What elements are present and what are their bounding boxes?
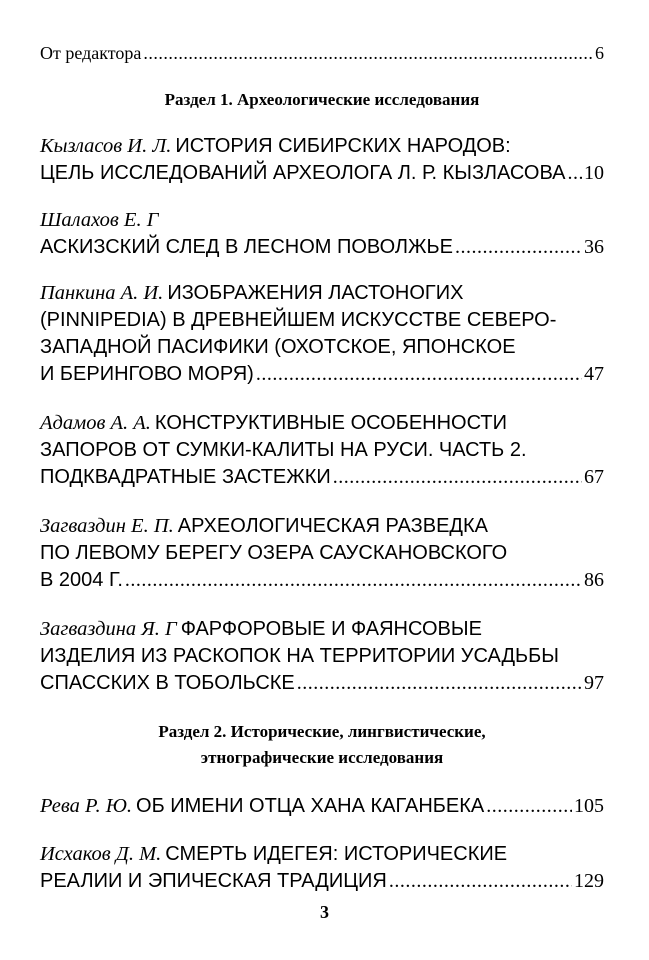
dot-leader (567, 160, 582, 187)
toc-line (40, 464, 604, 491)
toc-line (40, 513, 604, 540)
dot-leader (143, 40, 593, 67)
toc-author: Кызласов И. Л. (40, 135, 172, 157)
toc-author: Загваздин Е. П. (40, 515, 174, 537)
toc-entry-editor[interactable] (40, 40, 604, 67)
toc-page-number: 105 (574, 795, 604, 817)
toc-line (40, 160, 604, 187)
toc-title-line: ФАРФОРОВЫЕ И ФАЯНСОВЫЕ (180, 618, 482, 640)
toc-author: Загваздина Я. Г (40, 618, 177, 640)
toc-author: Шалахов Е. Г (40, 209, 159, 231)
toc-line (40, 540, 604, 567)
toc-line (40, 307, 604, 334)
dot-leader (455, 234, 582, 261)
toc-line (40, 207, 604, 234)
toc-author: Рева Р. Ю. (40, 795, 133, 817)
toc-line (40, 40, 604, 67)
section-2-heading-line: этнографические исследования (200, 748, 444, 767)
toc-entry-iskhakov[interactable] (40, 841, 604, 895)
toc-title-line: (PINNIPEDIA) В ДРЕВНЕЙШЕМ ИСКУССТВЕ СЕВЕРО- (40, 309, 557, 331)
page-number: 3 (320, 902, 329, 922)
toc-line (40, 234, 604, 261)
toc-line (40, 567, 604, 594)
toc-line (40, 437, 604, 464)
section-1-heading: Раздел 1. Археологические исследования (164, 90, 480, 109)
toc-title-line: КОНСТРУКТИВНЫЕ ОСОБЕННОСТИ (154, 412, 507, 434)
toc-title-line: ИСТОРИЯ СИБИРСКИХ НАРОДОВ: (175, 135, 511, 157)
toc-title-line: АРХЕОЛОГИЧЕСКАЯ РАЗВЕДКА (177, 515, 488, 537)
toc-page-number: 6 (595, 43, 604, 63)
toc-page-number: 129 (574, 870, 604, 892)
toc-title-line: В 2004 Г. (40, 569, 123, 591)
toc-entry-shalakhov[interactable] (40, 207, 604, 261)
toc-title-line: ИЗДЕЛИЯ ИЗ РАСКОПОК НА ТЕРРИТОРИИ УСАДЬБЫ (40, 645, 560, 667)
toc-line (40, 643, 604, 670)
toc-page-number: 67 (584, 466, 604, 488)
toc-title-line: И БЕРИНГОВО МОРЯ) (40, 363, 254, 385)
dot-leader (486, 793, 572, 820)
toc-page-number: 86 (584, 569, 604, 591)
toc-author: Исхаков Д. М. (40, 843, 162, 865)
toc-title-line: СМЕРТЬ ИДЕГЕЯ: ИСТОРИЧЕСКИЕ (165, 843, 508, 865)
toc-author: Адамов А. А. (40, 412, 151, 434)
toc-title-line: ЗАПАДНОЙ ПАСИФИКИ (ОХОТСКОЕ, ЯПОНСКОЕ (40, 336, 516, 358)
toc-entry-kyzlasov[interactable] (40, 133, 604, 187)
dot-leader (125, 567, 582, 594)
toc-line (40, 133, 604, 160)
toc-page-number: 47 (584, 363, 604, 385)
toc-entry-adamov[interactable] (40, 410, 604, 491)
toc-line (40, 410, 604, 437)
toc-title-line: ИЗОБРАЖЕНИЯ ЛАСТОНОГИХ (167, 282, 464, 304)
dot-leader (389, 868, 572, 895)
toc-page-number: 36 (584, 236, 604, 258)
toc-entry-zagvazdin[interactable] (40, 513, 604, 594)
toc-line (40, 841, 604, 868)
toc-author: Панкина А. И. (40, 282, 164, 304)
toc-line (40, 280, 604, 307)
dot-leader (297, 670, 582, 697)
toc-title-line: ЗАПОРОВ ОТ СУМКИ-КАЛИТЫ НА РУСИ. ЧАСТЬ 2. (40, 439, 527, 461)
toc-title-line: ПОДКВАДРАТНЫЕ ЗАСТЕЖКИ (40, 466, 331, 488)
toc-entry-label: От редактора (40, 43, 142, 63)
toc-title-line: ОБ ИМЕНИ ОТЦА ХАНА КАГАНБЕКА (136, 795, 485, 817)
section-2-heading (40, 719, 604, 771)
dot-leader (256, 361, 582, 388)
toc-title-line: РЕАЛИИ И ЭПИЧЕСКАЯ ТРАДИЦИЯ (40, 870, 387, 892)
table-of-contents (40, 40, 604, 895)
toc-title-line: ЦЕЛЬ ИССЛЕДОВАНИЙ АРХЕОЛОГА Л. Р. КЫЗЛАСОВА (40, 162, 566, 184)
toc-entry-pankina[interactable] (40, 280, 604, 388)
toc-entry-reva[interactable] (40, 793, 604, 820)
toc-title-line: ПО ЛЕВОМУ БЕРЕГУ ОЗЕРА САУСКАНОВСКОГО (40, 542, 508, 564)
toc-line (40, 670, 604, 697)
toc-line (40, 616, 604, 643)
toc-title-line: АСКИЗСКИЙ СЛЕД В ЛЕСНОМ ПОВОЛЖЬЕ (40, 236, 453, 258)
section-2-heading-line: Раздел 2. Исторические, лингвистические, (158, 722, 486, 741)
toc-line (40, 334, 604, 361)
toc-line (40, 868, 604, 895)
toc-line (40, 793, 604, 820)
toc-entry-zagvazdina[interactable] (40, 616, 604, 697)
toc-title-line: СПАССКИХ В ТОБОЛЬСКЕ (40, 672, 295, 694)
dot-leader (333, 464, 582, 491)
toc-line (40, 361, 604, 388)
toc-page-number: 10 (584, 162, 604, 184)
toc-page-number: 97 (584, 672, 604, 694)
